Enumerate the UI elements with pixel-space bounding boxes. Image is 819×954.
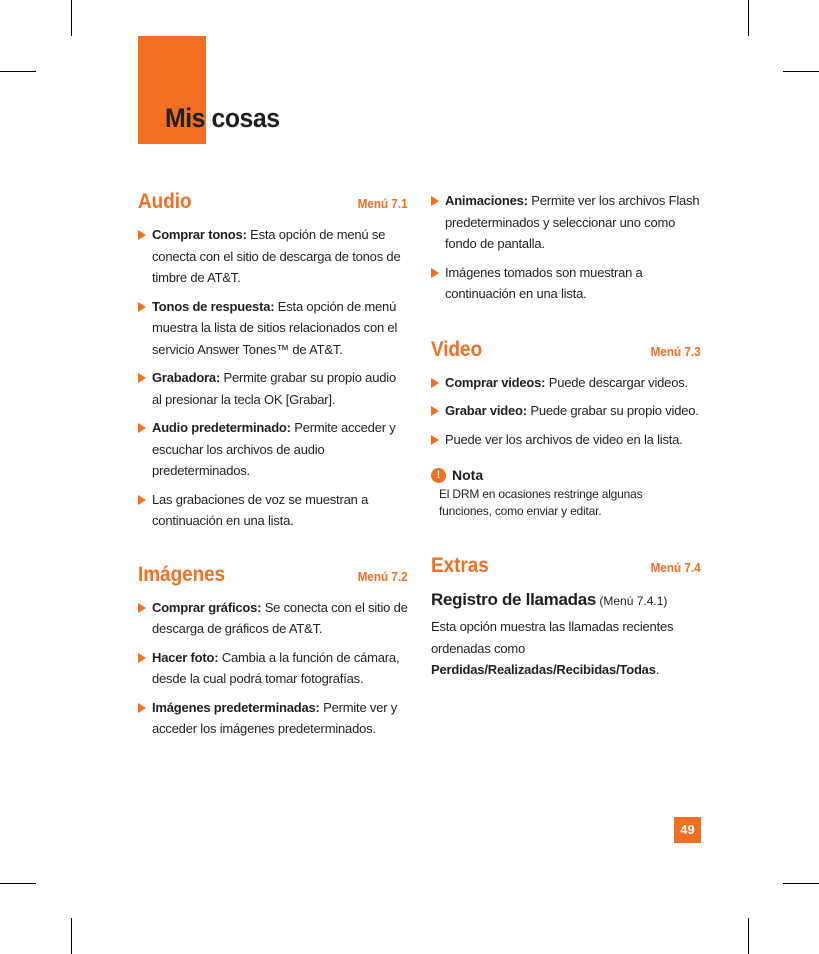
section-menu-number: Menú 7.4	[650, 560, 701, 575]
subsection-menu-number: (Menú 7.4.1)	[596, 594, 668, 608]
list-item	[431, 429, 701, 451]
section-menu-number: Menú 7.1	[357, 196, 408, 211]
list-item	[138, 224, 408, 289]
item-text: Permite ver y acceder los imágenes predeterminados.	[152, 699, 398, 736]
crop-mark	[783, 71, 819, 72]
item-text: Cambia a la función de cámara, desde la cual podrá tomar fotografías.	[152, 649, 400, 686]
list-item	[138, 489, 408, 532]
list-item	[138, 597, 408, 640]
item-label: Hacer foto:	[152, 649, 219, 665]
list-item	[138, 417, 408, 482]
list-item	[431, 372, 701, 394]
section-header-video	[431, 338, 701, 362]
item-label: Comprar videos:	[445, 374, 546, 390]
crop-mark	[748, 918, 749, 954]
option-todas: Todas	[619, 662, 656, 677]
note-header	[431, 467, 701, 483]
section-header-audio	[138, 190, 408, 214]
section-title: Video	[431, 337, 483, 361]
list-item	[138, 697, 408, 740]
item-text: Puede descargar videos.	[545, 374, 688, 390]
item-label: Comprar tonos:	[152, 227, 247, 242]
bullet-triangle-icon	[138, 495, 146, 505]
crop-mark	[71, 918, 72, 954]
bullet-triangle-icon	[138, 373, 146, 383]
separator: /	[484, 662, 488, 677]
item-text: Esta opción de menú se conecta con el sitio de descarga de tonos de timbre de AT&T.	[152, 227, 401, 285]
crop-mark	[0, 883, 36, 884]
list-item	[138, 296, 408, 361]
item-text: Imágenes tomados son muestran a continuación en una lista.	[445, 264, 643, 301]
item-text: Puede grabar su propio video.	[526, 403, 699, 418]
bullet-triangle-icon	[431, 378, 439, 388]
bullet-triangle-icon	[138, 703, 146, 713]
item-text: Las grabaciones de voz se muestran a continuación en una lista.	[152, 491, 369, 528]
item-label: Comprar gráficos:	[152, 599, 262, 615]
list-item	[138, 367, 408, 410]
item-text: Permite grabar su propio audio al presionar la tecla OK [Grabar].	[152, 370, 396, 407]
item-label: Grabar video:	[445, 403, 527, 418]
bullet-triangle-icon	[431, 196, 439, 206]
bullet-triangle-icon	[138, 230, 146, 240]
option-recibidas: Recibidas	[556, 662, 616, 677]
crop-mark	[748, 0, 749, 36]
list-item	[138, 647, 408, 690]
section-title: Imágenes	[138, 562, 226, 586]
item-text: Permite acceder y escuchar los archivos de audio predeterminados.	[152, 420, 396, 478]
option-perdidas: Perdidas	[431, 662, 485, 677]
item-label: Imágenes predeterminadas:	[152, 699, 320, 715]
note-label: Nota	[452, 467, 484, 483]
section-header-imagenes	[138, 563, 408, 587]
section-header-extras	[431, 554, 701, 578]
para-text: .	[655, 662, 660, 677]
option-realizadas: Realizadas	[487, 662, 553, 677]
crop-mark	[783, 883, 819, 884]
separator: /	[616, 662, 620, 677]
item-label: Audio predeterminado:	[152, 420, 291, 435]
bullet-triangle-icon	[431, 435, 439, 445]
item-label: Tonos de respuesta:	[152, 298, 275, 314]
para-text: Esta opción muestra las llamadas recientes ordenadas como	[431, 619, 674, 656]
extras-description	[431, 616, 701, 681]
section-title: Extras	[431, 554, 489, 577]
exclamation-icon: !	[431, 468, 446, 483]
section-menu-number: Menú 7.3	[650, 343, 701, 359]
list-item	[431, 262, 701, 305]
section-title: Audio	[138, 190, 192, 213]
note-text: El DRM en ocasiones restringe algunas funciones, como enviar y editar.	[439, 487, 643, 518]
bullet-triangle-icon	[431, 268, 439, 278]
bullet-triangle-icon	[431, 406, 439, 416]
crop-mark	[71, 0, 72, 36]
item-text: Permite ver los archivos Flash predeterminados y seleccionar uno como fondo de pantalla.	[445, 193, 700, 251]
page-title: Mis cosas	[165, 103, 280, 133]
bullet-triangle-icon	[138, 603, 146, 613]
bullet-triangle-icon	[138, 423, 146, 433]
subsection-title: Registro de llamadas	[431, 590, 597, 609]
separator: /	[552, 662, 557, 677]
item-text: Puede ver los archivos de video en la lista.	[445, 431, 683, 447]
list-item	[431, 190, 701, 255]
crop-mark	[0, 71, 36, 72]
page-number: 49	[674, 817, 701, 843]
list-item	[431, 400, 701, 422]
item-label: Grabadora:	[152, 370, 221, 385]
section-menu-number: Menú 7.2	[357, 568, 408, 584]
right-column	[431, 190, 701, 681]
item-text: Esta opción de menú muestra la lista de sitios relacionados con el servicio Answer Tones™ de AT&T.	[152, 298, 398, 357]
bullet-triangle-icon	[138, 302, 146, 312]
item-text: Se conecta con el sitio de descarga de gráficos de AT&T.	[152, 599, 408, 636]
item-label: Animaciones:	[445, 193, 528, 208]
left-column	[138, 190, 408, 747]
subsection-header	[431, 590, 701, 610]
bullet-triangle-icon	[138, 653, 146, 663]
